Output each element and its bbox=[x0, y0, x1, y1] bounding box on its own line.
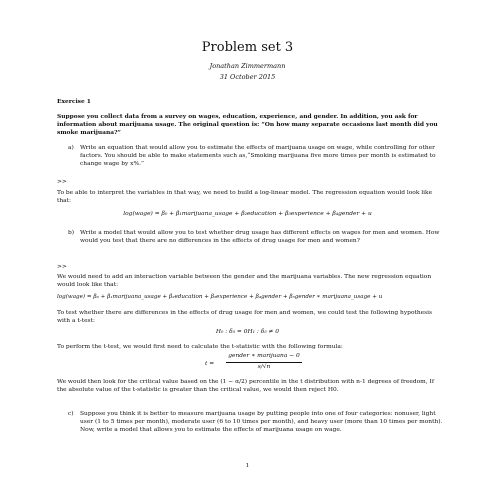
part-a-label: a) bbox=[68, 145, 74, 151]
exercise-heading: Exercise 1 bbox=[57, 98, 91, 105]
interaction-equation: log(wage) = β₀ + β₁marijuana_usage + β₂education + β₃experience + β₄gender + β₅gender ∗ marijuana_usage + u bbox=[57, 294, 383, 300]
fraction-bar bbox=[226, 362, 302, 363]
part-b-label: b) bbox=[68, 230, 75, 236]
t-denominator: s/√n bbox=[257, 364, 271, 370]
t-test-text: To test whether there are differences in the effects of drug usage for men and women, we could test the following hypothesis with a t-test: bbox=[57, 310, 433, 324]
page-number: 1 bbox=[245, 463, 250, 469]
part-c-label: c) bbox=[68, 411, 74, 417]
t-lhs: t = bbox=[205, 361, 215, 367]
date: 31 October 2015 bbox=[219, 73, 276, 81]
part-b-question: Write a model that would allow you to test whether drug usage has different effects on wages for men and women. How would you test that there are no differences in the effects of drug usage for men and women? bbox=[80, 230, 440, 244]
page-title: Problem set 3 bbox=[201, 40, 294, 55]
answer-b-text: We would need to add an interaction variable between the gender and the marijuana variables. The new regression equation would look like that: bbox=[57, 274, 432, 288]
critical-value-text: We would then look for the critical value based on the (1 − α/2) percentile in the t distribution with n-1 degrees of freedom, If the absolute value of the t-statistic is greater than the critical value, we would then reject H0. bbox=[57, 379, 435, 393]
hypothesis: H₀ : δ₅ = 0H₁ : δ₅ ≠ 0 bbox=[215, 329, 280, 335]
answer-a-marker: >> bbox=[57, 179, 67, 185]
author: Jonathan Zimmermann bbox=[209, 62, 286, 70]
answer-b-marker: >> bbox=[57, 264, 67, 270]
answer-a-text: To be able to interpret the variables in that way, we need to build a log-linear model. The regression equation would look like that: bbox=[57, 190, 433, 204]
part-c-question: Suppose you think it is better to measure marijuana usage by putting people into one of four categories: nonuser, light user (1 to 5 times per month), moderate user (6 to 10 times per month), and heavy user (more than 10 times per month). Now, write a model that allows you to estimate the effects of marijuana usage on wage. bbox=[80, 411, 443, 433]
log-linear-equation: log(wage) = β₀ + β₁marijuana_usage + β₂education + β₃experience + β₄gender + u bbox=[123, 211, 372, 217]
exercise-intro: Suppose you collect data from a survey on wages, education, experience, and gender. In addition, you ask for information about marijuana usage. The original question is: “On how many separate occasions last month did you smoke marijuana?” bbox=[57, 113, 438, 136]
t-numerator: gender ∗ marijuana − 0 bbox=[228, 353, 300, 359]
part-a-question: Write an equation that would allow you to estimate the effects of marijuana usage on wage, while controlling for other factors. You should be able to make statements such as,“Smoking marijuana five more times per month is estimated to change wage by x%.” bbox=[80, 145, 436, 167]
t-statistic-text: To perform the t-test, we would first need to calculate the t-statistic with the following formula: bbox=[57, 344, 343, 350]
